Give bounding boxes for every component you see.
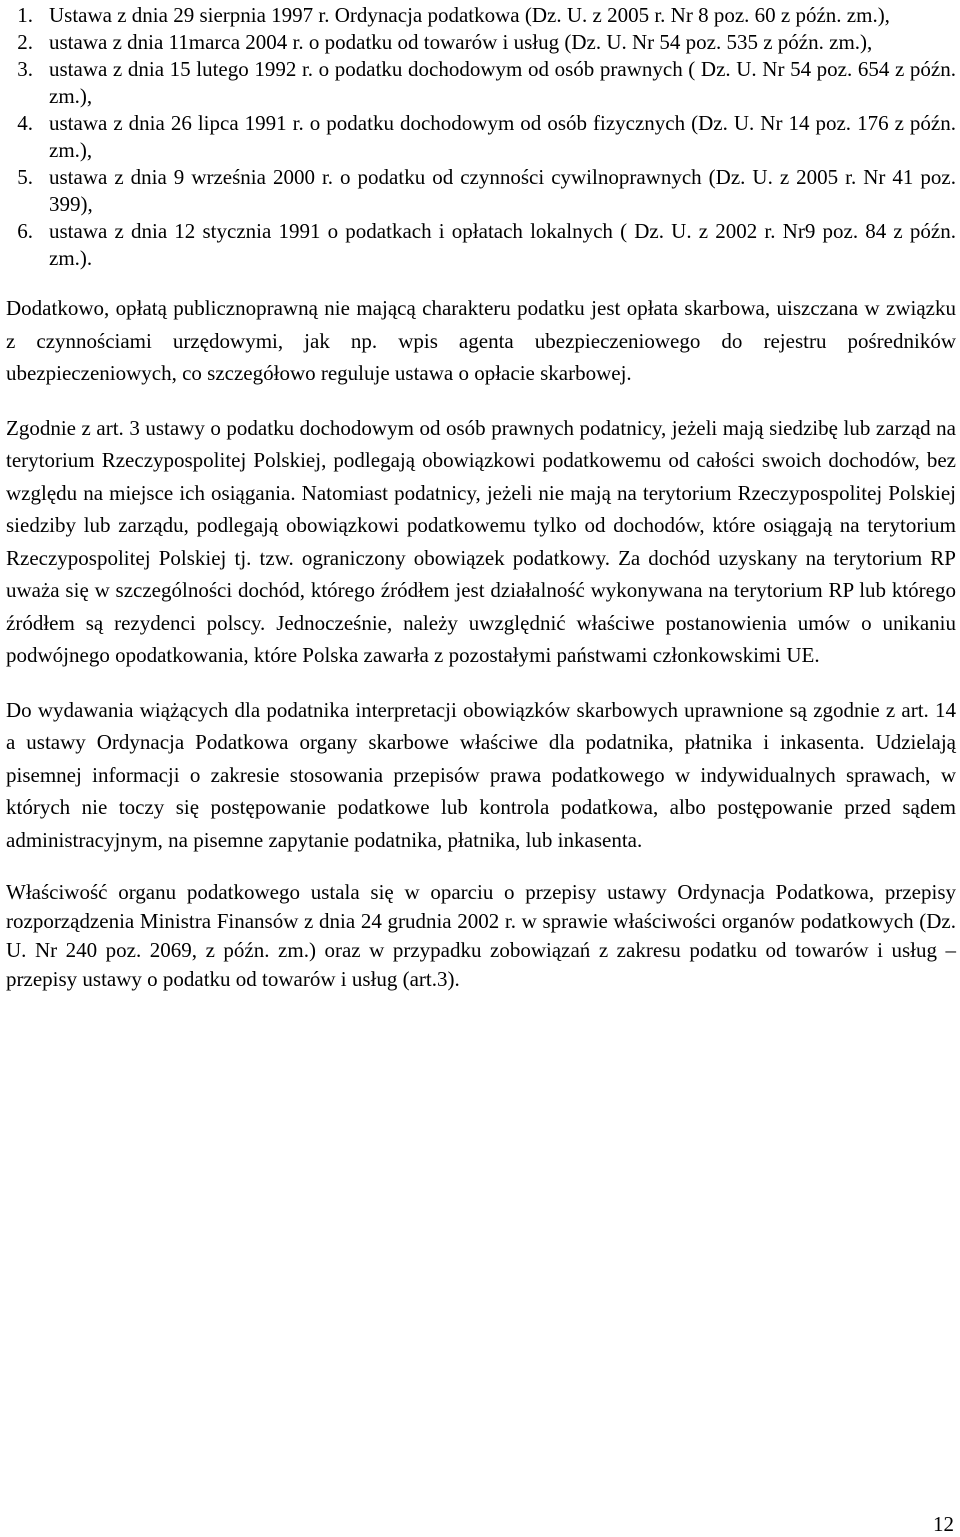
paragraph-stamp-duty: Dodatkowo, opłatą publicznoprawną nie mającą charakteru podatku jest opłata skarbowa, uiszczana w związku z czynnościami urzędowymi, jak np. wpis agenta ubezpieczeniowego do rejestru pośredników ubezpieczeniowych, co szczegółowo reguluje ustawa o opłacie skarbowej. bbox=[6, 296, 956, 385]
list-item-text: ustawa z dnia 15 lutego 1992 r. o podatku dochodowym od osób prawnych ( Dz. U. Nr 54 poz. 654 z późn. zm.), bbox=[49, 57, 956, 108]
list-item bbox=[6, 29, 956, 56]
document-page bbox=[6, 0, 956, 994]
paragraph-interpretations: Do wydawania wiążących dla podatnika interpretacji obowiązków skarbowych uprawnione są zgodnie z art. 14 a ustawy Ordynacja Podatkowa organy skarbowe właściwe dla podatnika, płatnika i inkasenta. Udzielają pisemnej informacji o zakresie stosowania przepisów prawa podatkowego w indywidualnych sprawach, w których nie toczy się postępowanie podatkowe lub kontrola podatkowa, albo postępowanie przed sądem administracyjnym, na pisemne zapytanie podatnika, płatnika, lub inkasenta. bbox=[6, 697, 956, 852]
page-number: 12 bbox=[933, 1512, 954, 1536]
list-item-text: ustawa z dnia 9 września 2000 r. o podatku od czynności cywilnoprawnych (Dz. U. z 2005 r. Nr 41 poz. 399), bbox=[49, 165, 956, 216]
list-item bbox=[6, 2, 956, 29]
list-item-number: 1. bbox=[17, 3, 33, 27]
list-item bbox=[6, 56, 956, 110]
list-item-number: 5. bbox=[17, 165, 33, 189]
paragraph-competence: Właściwość organu podatkowego ustala się w oparciu o przepisy ustawy Ordynacja Podatkowa, przepisy rozporządzenia Ministra Finansów z dnia 24 grudnia 2002 r. w sprawie właściwości organów podatkowych (Dz. U. Nr 240 poz. 2069, z późn. zm.) oraz w przypadku zobowiązań z zakresu podatku od towarów i usług – przepisy ustawy o podatku od towarów i usług (art.3). bbox=[6, 880, 956, 991]
list-item-text: Ustawa z dnia 29 sierpnia 1997 r. Ordynacja podatkowa (Dz. U. z 2005 r. Nr 8 poz. 60 z późn. zm.), bbox=[49, 3, 890, 27]
list-item bbox=[6, 218, 956, 272]
list-item bbox=[6, 164, 956, 218]
list-item bbox=[6, 110, 956, 164]
paragraph-cit-residence: Zgodnie z art. 3 ustawy o podatku dochodowym od osób prawnych podatnicy, jeżeli mają siedzibę lub zarząd na terytorium Rzeczypospolitej Polskiej, podlegają obowiązkowi podatkowemu od całości swoich dochodów, bez względu na miejsce ich osiągania. Natomiast podatnicy, jeżeli nie mają na terytorium Rzeczypospolitej Polskiej siedziby lub zarządu, podlegają obowiązkowi podatkowemu tylko od dochodów, które osiągają na terytorium Rzeczypospolitej Polskiej tj. tzw. ograniczony obowiązek podatkowy. Za dochód uzyskany na terytorium RP uważa się w szczególności dochód, którego źródłem jest działalność wykonywana na terytorium RP lub którego źródłem są rezydenci polscy. Jednocześnie, należy uwzględnić właściwe postanowienia umów o unikaniu podwójnego opodatkowania, które Polska zawarła z pozostałymi państwami członkowskimi UE. bbox=[6, 415, 956, 667]
law-list bbox=[6, 2, 956, 272]
list-item-number: 2. bbox=[17, 30, 33, 54]
list-item-number: 4. bbox=[17, 111, 33, 135]
list-item-number: 3. bbox=[17, 57, 33, 81]
list-item-number: 6. bbox=[17, 219, 33, 243]
list-item-text: ustawa z dnia 11marca 2004 r. o podatku od towarów i usług (Dz. U. Nr 54 poz. 535 z późn. zm.), bbox=[49, 30, 873, 54]
list-item-text: ustawa z dnia 26 lipca 1991 r. o podatku dochodowym od osób fizycznych (Dz. U. Nr 14 poz. 176 z późn. zm.), bbox=[49, 111, 956, 162]
list-item-text: ustawa z dnia 12 stycznia 1991 o podatkach i opłatach lokalnych ( Dz. U. z 2002 r. Nr9 poz. 84 z późn. zm.). bbox=[49, 219, 956, 270]
